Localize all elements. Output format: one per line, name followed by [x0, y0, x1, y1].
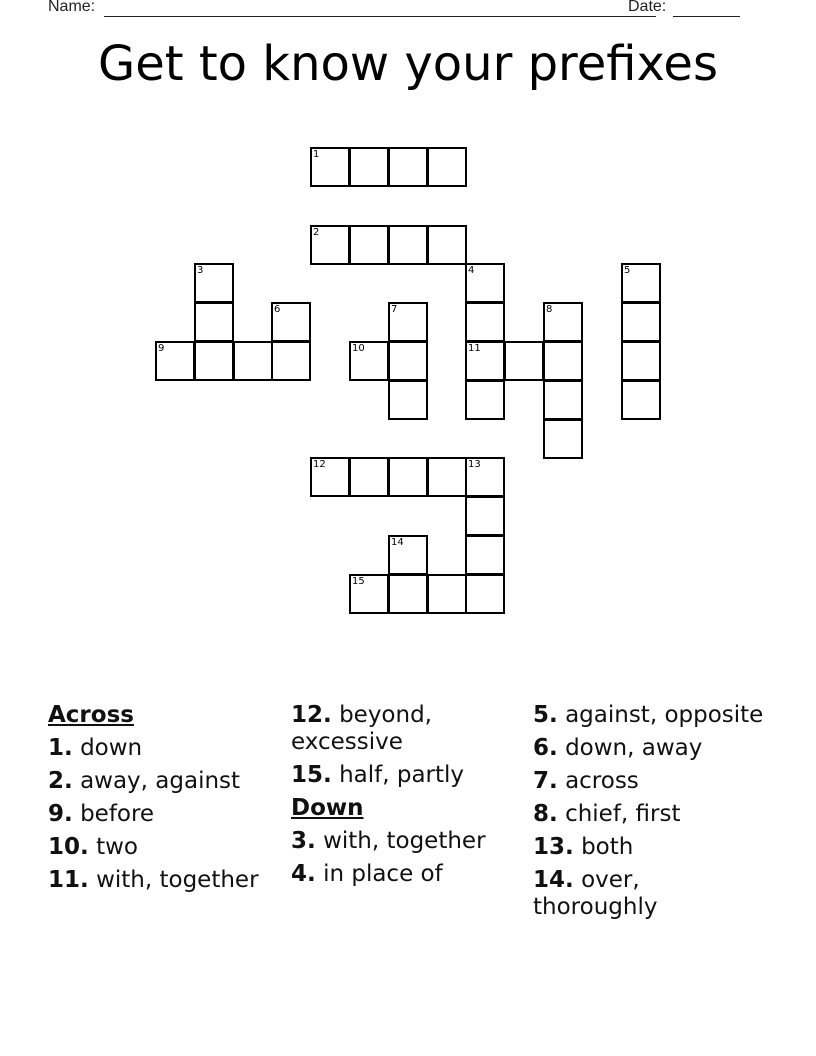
- clue-item: [533, 768, 768, 795]
- cell-number: 10: [352, 343, 365, 354]
- clue-number: 8.: [533, 801, 558, 827]
- clue-item: [533, 801, 768, 828]
- cell-number: 15: [352, 576, 365, 587]
- crossword-cell[interactable]: [621, 341, 661, 381]
- crossword-cell[interactable]: [465, 574, 505, 614]
- crossword-cell[interactable]: [427, 147, 467, 187]
- crossword-cell[interactable]: [427, 225, 467, 265]
- clue-text: before: [80, 801, 155, 827]
- clue-column-2: [291, 702, 526, 894]
- crossword-cell[interactable]: [388, 380, 428, 420]
- clue-column-3: [533, 702, 768, 927]
- clue-number: 10.: [48, 834, 89, 860]
- clue-text: with, together: [323, 828, 486, 854]
- clue-number: 4.: [291, 861, 316, 887]
- crossword-cell[interactable]: [465, 457, 505, 497]
- clue-item: [291, 828, 526, 855]
- clue-number: 11.: [48, 867, 89, 893]
- crossword-cell[interactable]: [543, 302, 583, 342]
- down-heading: Down: [291, 795, 364, 821]
- cell-number: 13: [468, 459, 481, 470]
- clue-item: [291, 861, 526, 888]
- crossword-cell[interactable]: [349, 225, 389, 265]
- clue-number: 5.: [533, 702, 558, 728]
- cell-number: 5: [624, 265, 631, 276]
- crossword-cell[interactable]: [543, 419, 583, 459]
- crossword-cell[interactable]: [465, 496, 505, 536]
- crossword-cell[interactable]: [621, 380, 661, 420]
- crossword-cell[interactable]: [388, 225, 428, 265]
- clue-item: [291, 702, 526, 756]
- clue-item: [533, 834, 768, 861]
- clue-number: 1.: [48, 735, 73, 761]
- crossword-cell[interactable]: [349, 574, 389, 614]
- crossword-cell[interactable]: [388, 457, 428, 497]
- crossword-cell[interactable]: [155, 341, 195, 381]
- clue-number: 7.: [533, 768, 558, 794]
- clue-item: [533, 867, 768, 921]
- crossword-cell[interactable]: [465, 341, 505, 381]
- clue-item: [48, 768, 283, 795]
- crossword-cell[interactable]: [349, 457, 389, 497]
- crossword-cell[interactable]: [271, 341, 311, 381]
- crossword-cell[interactable]: [194, 302, 234, 342]
- clue-item: [291, 762, 526, 789]
- crossword-cell[interactable]: [388, 341, 428, 381]
- clue-number: 15.: [291, 762, 332, 788]
- crossword-cell[interactable]: [504, 341, 544, 381]
- cell-number: 2: [313, 227, 320, 238]
- clue-text: with, together: [96, 867, 259, 893]
- cell-number: 9: [158, 343, 165, 354]
- clue-text: away, against: [80, 768, 241, 794]
- crossword-cell[interactable]: [233, 341, 273, 381]
- crossword-cell[interactable]: [388, 535, 428, 575]
- crossword-cell[interactable]: [621, 302, 661, 342]
- cell-number: 8: [546, 304, 553, 315]
- clue-number: 14.: [533, 867, 574, 893]
- clue-number: 6.: [533, 735, 558, 761]
- clue-text: half, partly: [339, 762, 465, 788]
- page-title: Get to know your prefixes: [98, 36, 718, 92]
- clue-column-1: [48, 702, 283, 900]
- cell-number: 6: [274, 304, 281, 315]
- crossword-cell[interactable]: [465, 263, 505, 303]
- cell-number: 4: [468, 265, 475, 276]
- clue-text: two: [96, 834, 138, 860]
- clue-number: 13.: [533, 834, 574, 860]
- clue-item: [48, 801, 283, 828]
- date-label: Date:: [628, 0, 667, 15]
- across-heading: Across: [48, 702, 134, 728]
- clue-text: over, thoroughly: [533, 867, 658, 920]
- crossword-cell[interactable]: [388, 574, 428, 614]
- clue-item: [533, 735, 768, 762]
- clue-item: [48, 735, 283, 762]
- crossword-cell[interactable]: [310, 147, 350, 187]
- clue-text: chief, first: [565, 801, 681, 827]
- clue-item: [48, 834, 283, 861]
- crossword-cell[interactable]: [310, 457, 350, 497]
- cell-number: 1: [313, 149, 320, 160]
- crossword-cell[interactable]: [388, 302, 428, 342]
- clue-text: down: [80, 735, 143, 761]
- crossword-cell[interactable]: [194, 263, 234, 303]
- crossword-cell[interactable]: [465, 302, 505, 342]
- clue-text: against, opposite: [565, 702, 764, 728]
- crossword-cell[interactable]: [349, 147, 389, 187]
- name-label: Name:: [48, 0, 96, 15]
- clue-number: 2.: [48, 768, 73, 794]
- crossword-cell[interactable]: [465, 535, 505, 575]
- crossword-cell[interactable]: [465, 380, 505, 420]
- cell-number: 3: [197, 265, 204, 276]
- clue-number: 9.: [48, 801, 73, 827]
- crossword-cell[interactable]: [427, 457, 467, 497]
- clue-number: 12.: [291, 702, 332, 728]
- crossword-cell[interactable]: [543, 341, 583, 381]
- clue-text: both: [581, 834, 634, 860]
- clue-text: across: [565, 768, 639, 794]
- crossword-cell[interactable]: [310, 225, 350, 265]
- crossword-cell[interactable]: [427, 574, 467, 614]
- clue-item: [48, 867, 283, 894]
- crossword-cell[interactable]: [271, 302, 311, 342]
- cell-number: 12: [313, 459, 326, 470]
- crossword-cell[interactable]: [194, 341, 234, 381]
- cell-number: 11: [468, 343, 481, 354]
- crossword-cell[interactable]: [621, 263, 661, 303]
- cell-number: 14: [391, 537, 404, 548]
- clue-text: in place of: [323, 861, 443, 887]
- crossword-cell[interactable]: [349, 341, 389, 381]
- clue-text: down, away: [565, 735, 703, 761]
- cell-number: 7: [391, 304, 398, 315]
- crossword-cell[interactable]: [543, 380, 583, 420]
- clue-text: beyond, excessive: [291, 702, 432, 755]
- crossword-cell[interactable]: [388, 147, 428, 187]
- clue-item: [533, 702, 768, 729]
- clue-number: 3.: [291, 828, 316, 854]
